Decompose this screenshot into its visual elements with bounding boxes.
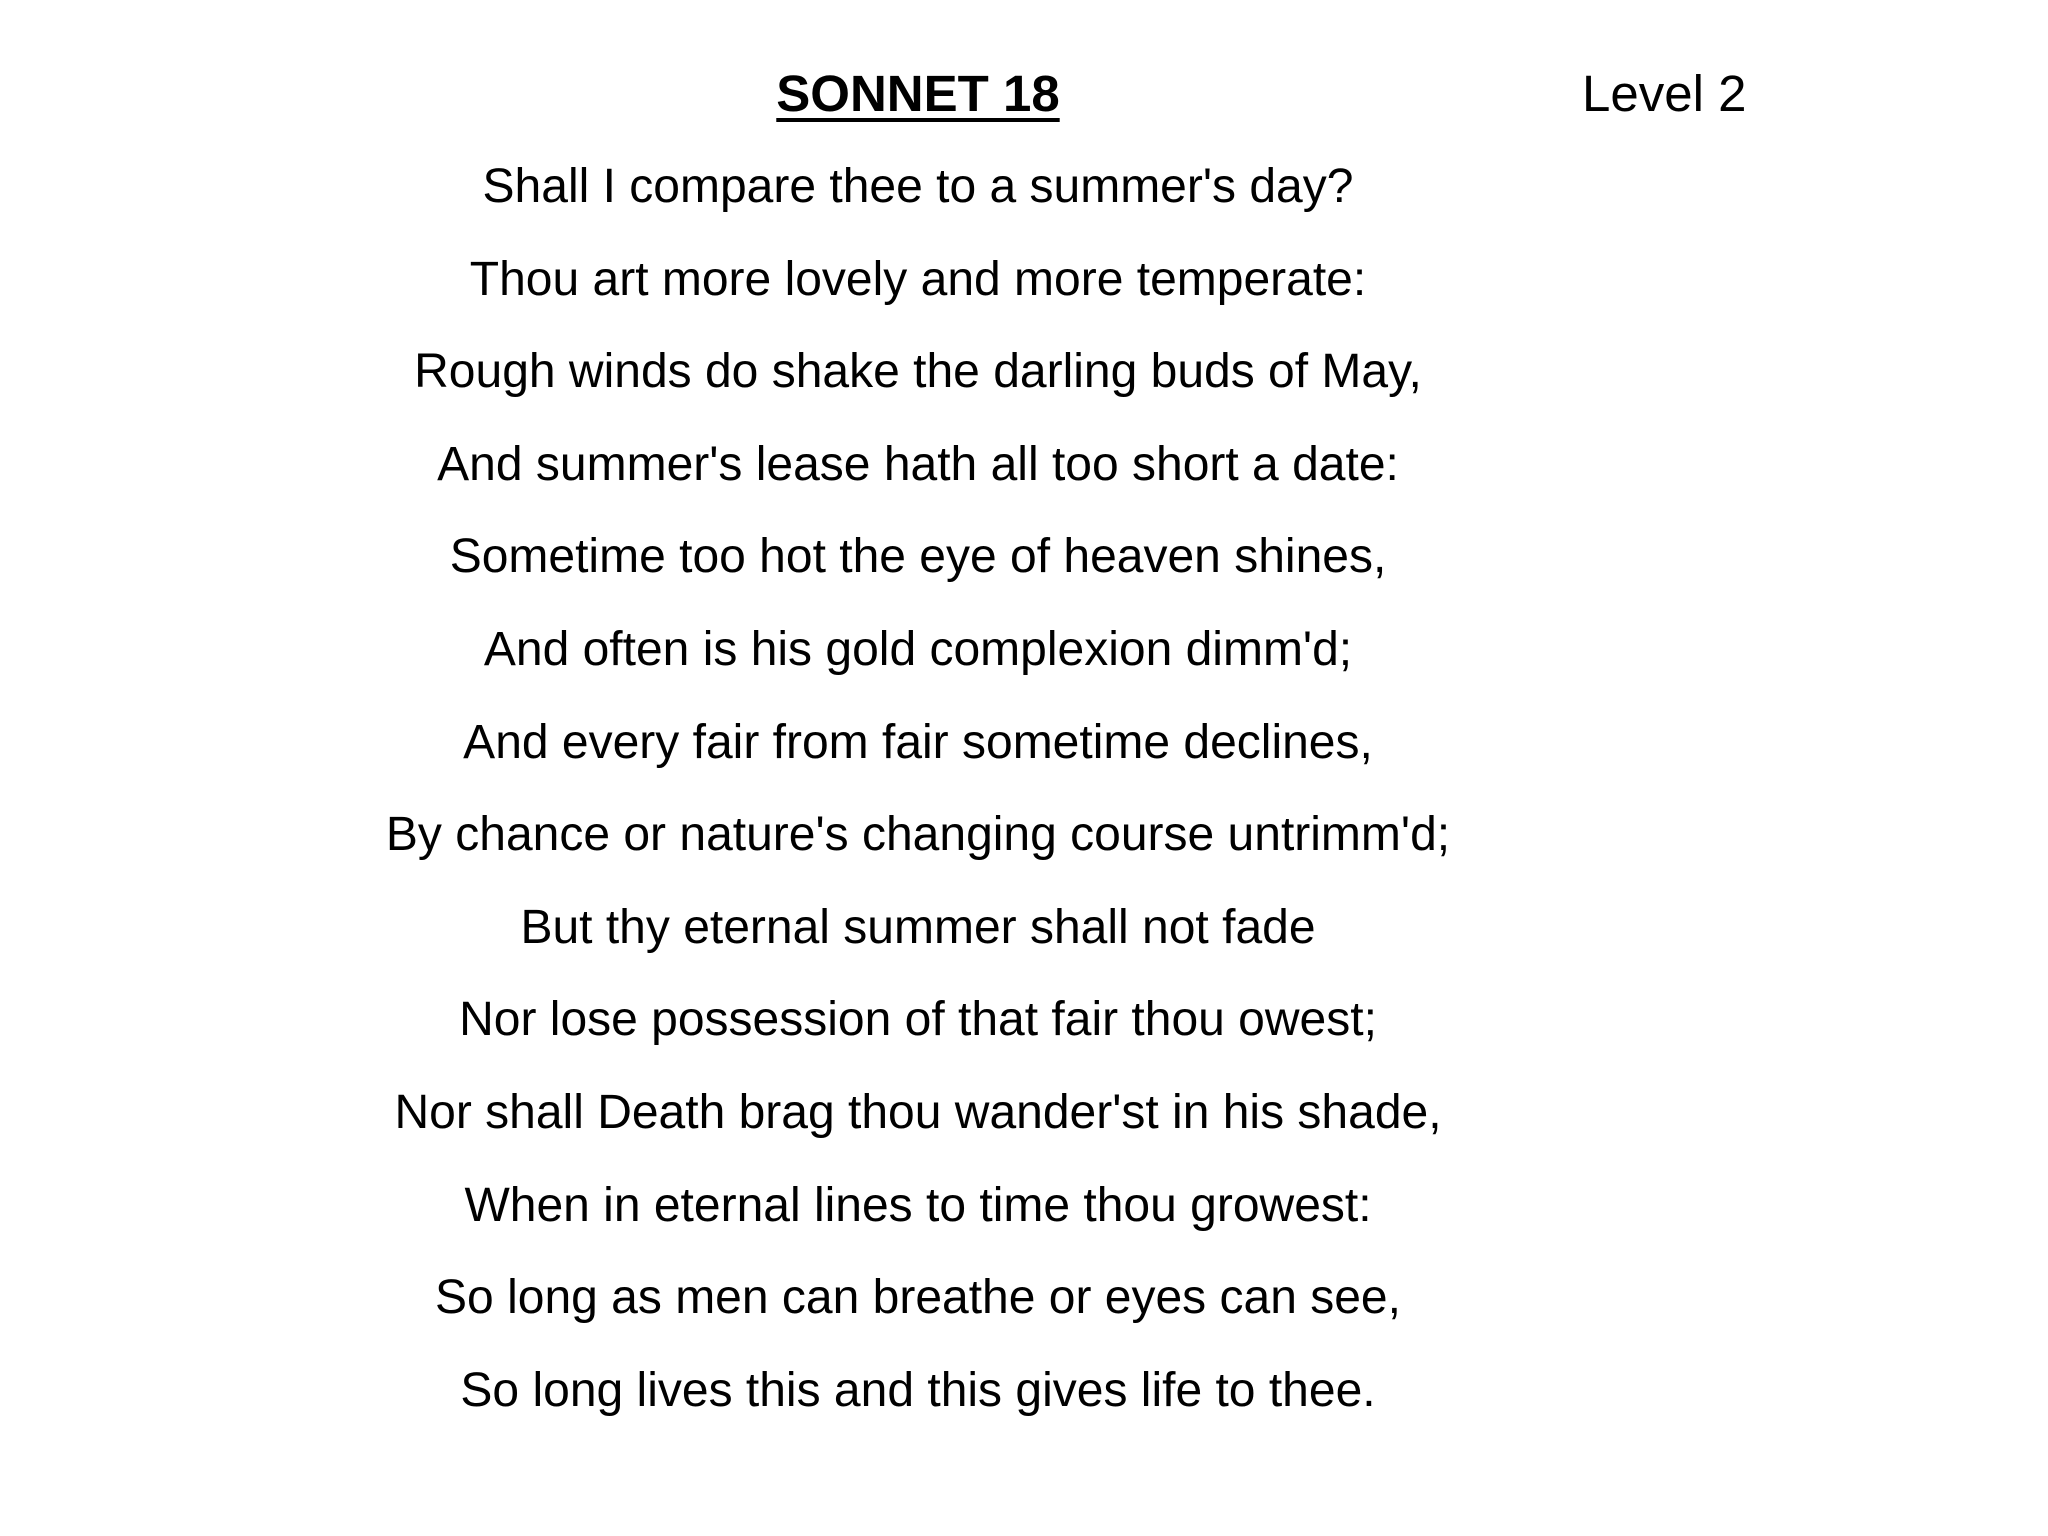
- poem-line: When in eternal lines to time thou growest:: [464, 1178, 1372, 1232]
- poem-line: Sometime too hot the eye of heaven shines,: [449, 530, 1387, 584]
- poem-line: So long as men can breathe or eyes can see,: [435, 1271, 1401, 1325]
- poem-line: Nor shall Death brag thou wander'st in his shade,: [394, 1085, 1442, 1139]
- poem-line: And every fair from fair sometime declines,: [463, 715, 1373, 769]
- poem-line: But thy eternal summer shall not fade: [520, 900, 1316, 954]
- poem-line: Thou art more lovely and more temperate:: [469, 252, 1367, 306]
- poem-line: Rough winds do shake the darling buds of May,: [414, 345, 1422, 399]
- page-title: SONNET 18: [776, 65, 1060, 122]
- poem-line: And often is his gold complexion dimm'd;: [483, 622, 1353, 676]
- level-label: Level 2: [1582, 65, 1747, 122]
- poem-line: By chance or nature's changing course untrimm'd;: [385, 808, 1451, 862]
- poem-line: Nor lose possession of that fair thou owest;: [459, 993, 1377, 1047]
- poem-text: [0, 155, 1836, 1451]
- poem-line: So long lives this and this gives life to thee.: [460, 1363, 1376, 1417]
- poem-line: Shall I compare thee to a summer's day?: [482, 160, 1354, 213]
- poem-line: And summer's lease hath all too short a date:: [437, 437, 1399, 491]
